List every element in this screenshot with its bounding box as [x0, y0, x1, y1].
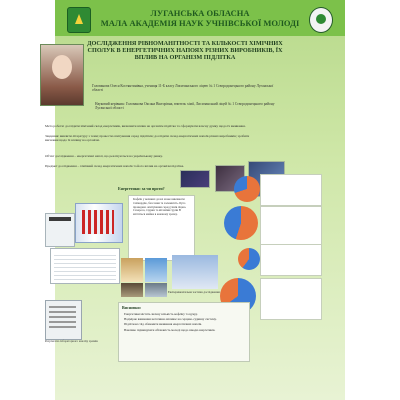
lab-caption: Результати лабораторного аналізу зразків: [45, 339, 98, 343]
chart-card-2: [260, 206, 322, 248]
header-line-2: МАЛА АКАДЕМІЯ НАУК УЧНІВСЬКОЇ МОЛОДІ: [100, 18, 300, 28]
research-text: Кофеїн у великих дозах може викликати тахікардію, безсоння та залежність. Було проведено опитування серед учнів ліцею. Сахароза, таурин та вітаміни групи B містяться майже в кожному зразку.: [133, 197, 187, 217]
header-line-1: ЛУГАНСЬКА ОБЛАСНА: [150, 8, 250, 18]
supervisor-info: Науковий керівник: Голованова Оксана Вікторівна, вчитель хімії, Лисичанський ліцей № 1 Сєвєродонецького району Луганської області: [95, 102, 275, 111]
chart-card-4: [260, 278, 322, 320]
tasks-section: Завдання: вивчити літературу з теми; провести опитування серед підлітків; дослідити склад енергетичних напоїв різних виробників; зробити висновки щодо їх впливу на організм.: [45, 134, 250, 143]
sample-photo-5: [145, 283, 167, 297]
energy-drink-photo-1: [180, 170, 210, 188]
pie-chart-3: [238, 248, 260, 270]
research-heading: Енергетики: за чи проти?: [118, 186, 165, 191]
author-info: Голованова Олеся Костянтинівна, учениця 11-Б класу Лисичанського ліцею № 1 Сєвєродонецького району Луганської області: [92, 84, 274, 93]
poster-title: ДОСЛІДЖЕННЯ РІВНОМАНІТНОСТІ ТА КІЛЬКОСТІ ХІМІЧНИХ СПОЛУК В ЕНЕРГЕТИЧНИХ НАПОЯХ РІЗНИХ ВИРОБНИКІВ, ЇХ ВПЛИВ НА ОРГАНІЗМ ПІДЛІТКА: [87, 40, 283, 62]
sample-photo-1: [121, 258, 143, 282]
lab-results-image: [45, 300, 82, 340]
sample-photo-3: [172, 255, 218, 289]
sample-photo-4: [121, 283, 143, 297]
composition-table-image: [50, 248, 120, 284]
academy-logo-icon: [309, 7, 333, 33]
object-section: Об'єкт дослідження – енергетичні напої, що реалізуються на українському ринку.: [45, 154, 163, 158]
goal-section: Мета роботи: дослідити хімічний склад енергетиків, визначити вплив на організм підлітка та сформувати власну думку щодо їх вживання.: [45, 124, 246, 128]
chart-card-1: [260, 174, 322, 206]
chart-card-3: [260, 244, 322, 276]
energy-drink-can-image: [75, 203, 123, 243]
header-bar: [55, 0, 345, 36]
conclusion-item: Підліткам слід обмежити вживання енергетичних напоїв.: [124, 322, 202, 327]
conclusions-heading: Висновки:: [122, 305, 142, 310]
conclusion-item: Важливо підвищувати обізнаність молоді щодо шкоди енергетиків.: [124, 327, 216, 332]
author-photo: [40, 44, 84, 106]
photo-caption: Експериментальна частина дослідження: [168, 290, 220, 294]
pie-chart-2: [224, 206, 258, 240]
conclusions-list: [124, 312, 244, 333]
pie-chart-1: [234, 176, 260, 202]
product-label-image: [45, 213, 75, 247]
subject-section: Предмет дослідження – хімічний склад енергетичних напоїв та його вплив на організм підлітка.: [45, 164, 185, 168]
sample-photo-2: [145, 258, 167, 282]
conclusion-item: Надмірне вживання негативно впливає на серцево-судинну систему.: [124, 317, 217, 322]
conclusion-item: Енергетики містять значну кількість кофеїну та цукру.: [124, 312, 198, 316]
